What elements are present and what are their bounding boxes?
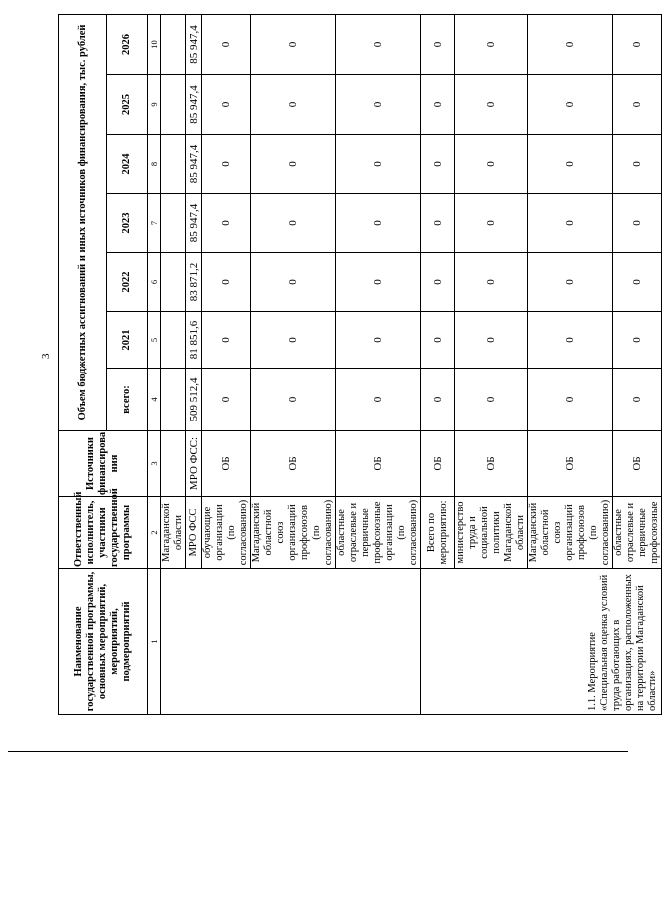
source-cell: ОБ (336, 431, 421, 497)
source-cell: ОБ (251, 431, 336, 497)
responsible-cell: областные отраслевые и первичные профсоюзные (613, 497, 662, 569)
value-cell (161, 369, 186, 431)
value-cell: 0 (528, 194, 613, 253)
value-cell: 0 (421, 253, 455, 312)
value-cell: 81 851,6 (186, 312, 202, 369)
value-cell: 0 (251, 253, 336, 312)
column-number: 6 (148, 253, 161, 312)
value-cell (161, 253, 186, 312)
header-funding: Объем бюджетных ассигнований и иных источников финансирования, тыс. рублей (59, 14, 107, 430)
value-cell: 0 (613, 369, 662, 431)
value-cell: 0 (251, 194, 336, 253)
column-number: 5 (148, 312, 161, 369)
value-cell: 0 (202, 312, 251, 369)
header-year: 2026 (107, 14, 148, 74)
value-cell: 0 (455, 369, 528, 431)
value-cell: 0 (336, 312, 421, 369)
value-cell: 85 947,4 (186, 14, 202, 74)
value-cell (161, 312, 186, 369)
header-responsible: Ответственный исполнитель, участники государственной программы (59, 497, 148, 569)
value-cell: 0 (528, 14, 613, 74)
name-cell-prev (161, 569, 421, 715)
value-cell: 509 512,4 (186, 369, 202, 431)
value-cell: 0 (251, 312, 336, 369)
value-cell: 0 (202, 194, 251, 253)
header-year: 2024 (107, 135, 148, 194)
responsible-cell: Всего по мероприятию: (421, 497, 455, 569)
value-cell: 0 (528, 369, 613, 431)
source-cell: ОБ (421, 431, 455, 497)
value-cell: 0 (528, 312, 613, 369)
table-row (161, 14, 186, 714)
value-cell: 0 (421, 75, 455, 135)
value-cell: 0 (613, 253, 662, 312)
header-source: Источники финансирова ния (59, 431, 148, 497)
column-number: 7 (148, 194, 161, 253)
source-cell (161, 431, 186, 497)
header-name: Наименование государственной программы, основных мероприятий, мероприятий, подмероприятий (59, 569, 148, 715)
page-divider-line (8, 751, 628, 752)
value-cell: 0 (336, 75, 421, 135)
value-cell: 85 947,4 (186, 194, 202, 253)
value-cell: 0 (528, 75, 613, 135)
value-cell: 0 (455, 14, 528, 74)
source-cell: ОБ (528, 431, 613, 497)
value-cell: 0 (251, 14, 336, 74)
value-cell: 0 (455, 75, 528, 135)
value-cell: 0 (613, 14, 662, 74)
source-cell: ОБ (455, 431, 528, 497)
value-cell: 0 (251, 369, 336, 431)
responsible-cell: министерство труда и социальной политики Магаданской области (455, 497, 528, 569)
value-cell: 0 (421, 369, 455, 431)
header-total: всего: (107, 369, 148, 431)
header-year: 2021 (107, 312, 148, 369)
value-cell: 0 (421, 194, 455, 253)
value-cell: 0 (455, 312, 528, 369)
value-cell: 0 (528, 253, 613, 312)
value-cell: 0 (202, 14, 251, 74)
value-cell: 0 (421, 135, 455, 194)
source-cell: ОБ (613, 431, 662, 497)
value-cell: 0 (336, 135, 421, 194)
value-cell: 0 (336, 14, 421, 74)
value-cell: 85 947,4 (186, 75, 202, 135)
value-cell: 83 871,2 (186, 253, 202, 312)
header-year: 2025 (107, 75, 148, 135)
value-cell: 0 (202, 135, 251, 194)
measure-name: 1.1. Мероприятие «Специальная оценка условий труда работающих в организациях, расположенных на территории Магаданской области» (421, 569, 662, 715)
column-number: 2 (148, 497, 161, 569)
value-cell: 0 (421, 14, 455, 74)
value-cell: 0 (336, 253, 421, 312)
value-cell: 0 (336, 194, 421, 253)
value-cell: 0 (455, 135, 528, 194)
column-number: 9 (148, 75, 161, 135)
page-number: 3 (40, 353, 52, 359)
value-cell: 0 (613, 135, 662, 194)
value-cell: 0 (455, 253, 528, 312)
value-cell (161, 194, 186, 253)
source-cell: ОБ (202, 431, 251, 497)
header-year: 2023 (107, 194, 148, 253)
source-cell: МРО ФСС: (186, 431, 202, 497)
value-cell (161, 75, 186, 135)
value-cell: 0 (528, 135, 613, 194)
column-number: 10 (148, 14, 161, 74)
value-cell: 85 947,4 (186, 135, 202, 194)
table-row (421, 14, 455, 714)
responsible-cell: Магаданский областной союз организаций профсоюзов (по согласованию) (528, 497, 613, 569)
header-year: 2022 (107, 253, 148, 312)
value-cell: 0 (336, 369, 421, 431)
column-number: 8 (148, 135, 161, 194)
value-cell: 0 (202, 75, 251, 135)
value-cell (161, 135, 186, 194)
rotated-table-container (58, 15, 660, 715)
responsible-cell: областные отраслевые и первичные профсоюзные организации (по согласованию) (336, 497, 421, 569)
responsible-cell: Магаданский областной союз организаций профсоюзов (по согласованию) (251, 497, 336, 569)
value-cell: 0 (202, 253, 251, 312)
column-number: 3 (148, 431, 161, 497)
value-cell (161, 14, 186, 74)
value-cell: 0 (613, 75, 662, 135)
value-cell: 0 (613, 312, 662, 369)
value-cell: 0 (613, 194, 662, 253)
funding-table (58, 14, 662, 715)
responsible-cell: обучающие организации (по согласованию) (202, 497, 251, 569)
column-number: 1 (148, 569, 161, 715)
responsible-cell: Магаданской области (161, 497, 186, 569)
value-cell: 0 (251, 135, 336, 194)
value-cell: 0 (455, 194, 528, 253)
responsible-cell: МРО ФСС (186, 497, 202, 569)
value-cell: 0 (421, 312, 455, 369)
column-number: 4 (148, 369, 161, 431)
value-cell: 0 (251, 75, 336, 135)
value-cell: 0 (202, 369, 251, 431)
